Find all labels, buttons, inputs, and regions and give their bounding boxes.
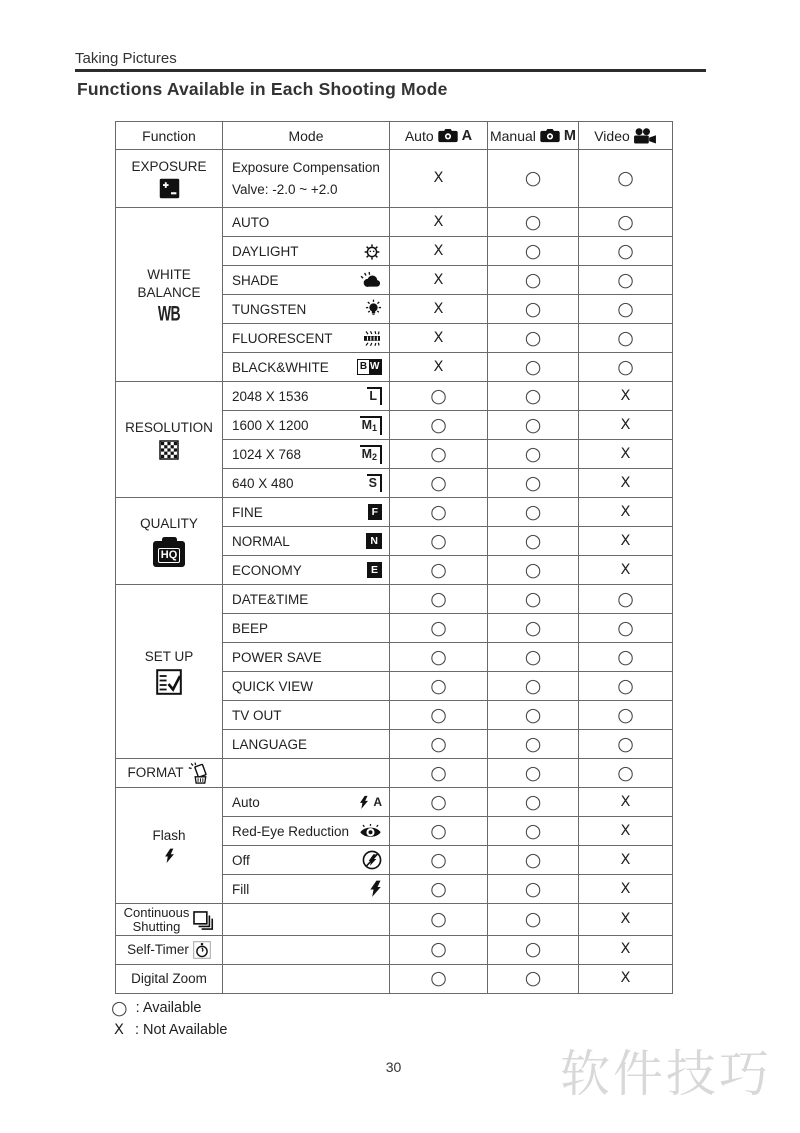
mode-cell: Red-Eye Reduction <box>223 817 390 846</box>
flash-fill-icon <box>369 880 382 898</box>
fluorescent-lamp-icon <box>362 330 382 347</box>
camera-icon <box>437 128 459 143</box>
white-balance-icon: WB <box>157 301 181 326</box>
page-title: Functions Available in Each Shooting Mode <box>77 79 448 99</box>
availability-cell: ○ <box>390 382 488 411</box>
availability-cell: ○ <box>390 469 488 498</box>
col-header-function: Function <box>116 122 223 150</box>
flash-auto-icon: A <box>359 795 382 810</box>
mode-cell: DATE&TIME <box>223 585 390 614</box>
col-header-manual: Manual M <box>488 122 579 150</box>
availability-cell: X <box>390 295 488 324</box>
table-row <box>116 904 673 936</box>
size-large-icon: L <box>367 387 382 405</box>
mode-cell: POWER SAVE <box>223 643 390 672</box>
col-header-video: Video <box>579 122 673 150</box>
availability-cell: X <box>579 469 673 498</box>
mode-cell: BLACK&WHITE B W <box>223 353 390 382</box>
availability-cell: ○ <box>579 614 673 643</box>
function-cell-white-balance: WHITE BALANCE WB <box>116 208 223 382</box>
table-row <box>116 759 673 788</box>
availability-cell: X <box>390 237 488 266</box>
mode-cell: Auto A <box>223 788 390 817</box>
availability-cell: ○ <box>488 295 579 324</box>
mode-cell: 2048 X 1536 L <box>223 382 390 411</box>
availability-cell: X <box>390 266 488 295</box>
availability-cell: ○ <box>488 935 579 964</box>
function-cell-self-timer: Self-Timer <box>116 935 223 964</box>
video-camera-icon <box>633 128 657 144</box>
daylight-sun-icon <box>362 241 382 262</box>
availability-cell: ○ <box>390 817 488 846</box>
mode-cell <box>223 935 390 964</box>
table-header-row <box>116 122 673 150</box>
availability-cell: X <box>579 935 673 964</box>
availability-cell: ○ <box>579 237 673 266</box>
availability-cell: ○ <box>488 208 579 237</box>
mode-cell: FINE F <box>223 498 390 527</box>
mode-cell: Fill <box>223 875 390 904</box>
mode-cell: Off <box>223 846 390 875</box>
availability-cell: ○ <box>579 208 673 237</box>
availability-cell: ○ <box>579 701 673 730</box>
availability-cell: X <box>579 846 673 875</box>
availability-cell: ○ <box>488 324 579 353</box>
not-available-x-symbol: X <box>114 1022 124 1038</box>
table-row <box>116 935 673 964</box>
availability-cell: ○ <box>390 527 488 556</box>
availability-cell: ○ <box>579 295 673 324</box>
table-row <box>116 788 673 817</box>
availability-cell: ○ <box>390 498 488 527</box>
availability-cell: ○ <box>488 498 579 527</box>
availability-cell: ○ <box>488 904 579 936</box>
availability-cell: ○ <box>390 875 488 904</box>
availability-cell: ○ <box>488 964 579 993</box>
availability-cell: X <box>579 817 673 846</box>
availability-cell: ○ <box>390 904 488 936</box>
setup-checklist-icon <box>156 669 182 695</box>
availability-cell: ○ <box>579 585 673 614</box>
availability-cell: X <box>579 788 673 817</box>
availability-cell: ○ <box>579 266 673 295</box>
availability-cell: ○ <box>488 788 579 817</box>
availability-cell: X <box>579 382 673 411</box>
availability-cell: ○ <box>390 643 488 672</box>
size-medium2-icon: $M_2$ <box>360 445 382 464</box>
mode-cell: FLUORESCENT <box>223 324 390 353</box>
function-cell-continuous-shutting: Continuous Shutting <box>116 904 223 936</box>
availability-cell: X <box>579 440 673 469</box>
mode-cell: QUICK VIEW <box>223 672 390 701</box>
availability-cell: ○ <box>488 875 579 904</box>
availability-cell: ○ <box>390 964 488 993</box>
table-row <box>116 382 673 411</box>
exposure-compensation-icon <box>159 178 180 199</box>
availability-cell: ○ <box>390 788 488 817</box>
available-circle-symbol: ○ <box>111 997 128 1019</box>
availability-cell: ○ <box>488 266 579 295</box>
availability-cell: ○ <box>579 353 673 382</box>
availability-cell: ○ <box>579 643 673 672</box>
shooting-mode-table <box>115 121 673 994</box>
continuous-shooting-icon <box>193 911 214 930</box>
table-row <box>116 964 673 993</box>
quality-economy-icon: E <box>367 562 382 578</box>
availability-cell: X <box>390 324 488 353</box>
mode-cell: 1024 X 768 $M_2$ <box>223 440 390 469</box>
availability-cell: ○ <box>488 672 579 701</box>
mode-cell: NORMAL N <box>223 527 390 556</box>
manual-mode-letter: M <box>563 127 576 144</box>
hq-camera-icon: HQ <box>153 541 186 567</box>
camera-icon <box>539 128 561 143</box>
self-timer-icon <box>193 941 211 959</box>
page-number: 30 <box>385 1059 402 1075</box>
availability-cell: ○ <box>488 817 579 846</box>
format-card-icon <box>188 762 211 784</box>
availability-cell: ○ <box>390 935 488 964</box>
table-row <box>116 208 673 237</box>
black-and-white-icon: B W <box>357 359 382 375</box>
auto-mode-letter: A <box>461 127 473 144</box>
function-cell-quality: QUALITY HQ <box>116 498 223 585</box>
mode-cell: BEEP <box>223 614 390 643</box>
availability-cell: ○ <box>390 556 488 585</box>
mode-cell <box>223 759 390 788</box>
availability-cell: ○ <box>488 237 579 266</box>
availability-cell: ○ <box>579 672 673 701</box>
quality-fine-icon: F <box>368 504 382 520</box>
availability-cell: ○ <box>488 556 579 585</box>
quality-normal-icon: N <box>366 533 382 549</box>
availability-cell: ○ <box>488 353 579 382</box>
availability-cell: X <box>579 904 673 936</box>
availability-cell: ○ <box>390 701 488 730</box>
availability-cell: X <box>390 353 488 382</box>
availability-cell: ○ <box>488 614 579 643</box>
function-cell-format: FORMAT <box>116 759 223 788</box>
table-row <box>116 150 673 208</box>
checkerboard-icon <box>159 440 179 460</box>
availability-cell: X <box>579 875 673 904</box>
shade-cloud-icon <box>359 271 382 289</box>
availability-cell: ○ <box>579 759 673 788</box>
availability-cell: ○ <box>390 672 488 701</box>
availability-cell: X <box>390 150 488 208</box>
availability-cell: X <box>579 498 673 527</box>
breadcrumb: Taking Pictures <box>75 50 177 67</box>
availability-cell: ○ <box>579 324 673 353</box>
section-divider <box>75 69 706 72</box>
table-row <box>116 498 673 527</box>
mode-cell: TV OUT <box>223 701 390 730</box>
availability-cell: ○ <box>390 614 488 643</box>
mode-cell <box>223 964 390 993</box>
mode-cell <box>223 904 390 936</box>
availability-cell: X <box>579 411 673 440</box>
function-cell-resolution: RESOLUTION <box>116 382 223 498</box>
availability-cell: ○ <box>579 730 673 759</box>
watermark: 软件技巧 <box>560 1046 772 1102</box>
legend-not-available <box>111 1019 227 1041</box>
availability-cell: ○ <box>390 411 488 440</box>
tungsten-bulb-icon <box>365 299 382 319</box>
availability-cell: ○ <box>488 759 579 788</box>
mode-cell: DAYLIGHT <box>223 237 390 266</box>
availability-cell: ○ <box>488 382 579 411</box>
availability-cell: X <box>579 556 673 585</box>
availability-cell: X <box>579 964 673 993</box>
red-eye-icon <box>359 823 382 839</box>
availability-cell: ○ <box>488 440 579 469</box>
availability-cell: ○ <box>488 527 579 556</box>
table-row <box>116 585 673 614</box>
mode-cell: SHADE <box>223 266 390 295</box>
availability-cell: ○ <box>488 469 579 498</box>
availability-cell: ○ <box>579 150 673 208</box>
legend <box>111 997 227 1041</box>
mode-cell: Exposure Compensation Valve: -2.0 ~ +2.0 <box>223 150 390 208</box>
mode-cell: AUTO <box>223 208 390 237</box>
availability-cell: ○ <box>488 701 579 730</box>
availability-cell: ○ <box>488 411 579 440</box>
mode-cell: TUNGSTEN <box>223 295 390 324</box>
availability-cell: ○ <box>488 730 579 759</box>
col-header-mode: Mode <box>223 122 390 150</box>
legend-not-available-label: : Not Available <box>135 1022 228 1038</box>
availability-cell: ○ <box>488 150 579 208</box>
availability-cell: ○ <box>390 759 488 788</box>
availability-cell: ○ <box>488 643 579 672</box>
availability-cell: ○ <box>390 440 488 469</box>
mode-cell: ECONOMY E <box>223 556 390 585</box>
availability-cell: ○ <box>390 585 488 614</box>
mode-cell: 1600 X 1200 $M_1$ <box>223 411 390 440</box>
function-cell-flash: Flash <box>116 788 223 904</box>
size-medium1-icon: $M_1$ <box>360 416 382 435</box>
availability-cell: ○ <box>390 846 488 875</box>
flash-off-icon <box>362 850 382 870</box>
availability-cell: ○ <box>488 585 579 614</box>
availability-cell: X <box>579 527 673 556</box>
mode-cell: 640 X 480 S <box>223 469 390 498</box>
function-cell-setup: SET UP <box>116 585 223 759</box>
availability-cell: ○ <box>488 846 579 875</box>
col-header-auto: Auto A <box>390 122 488 150</box>
legend-available <box>111 997 227 1019</box>
legend-available-label: : Available <box>135 1000 202 1016</box>
size-small-icon: S <box>367 474 382 492</box>
mode-cell: LANGUAGE <box>223 730 390 759</box>
availability-cell: X <box>390 208 488 237</box>
flash-bolt-icon <box>164 848 175 864</box>
function-cell-digital-zoom: Digital Zoom <box>116 964 223 993</box>
availability-cell: ○ <box>390 730 488 759</box>
function-cell-exposure: EXPOSURE <box>116 150 223 208</box>
